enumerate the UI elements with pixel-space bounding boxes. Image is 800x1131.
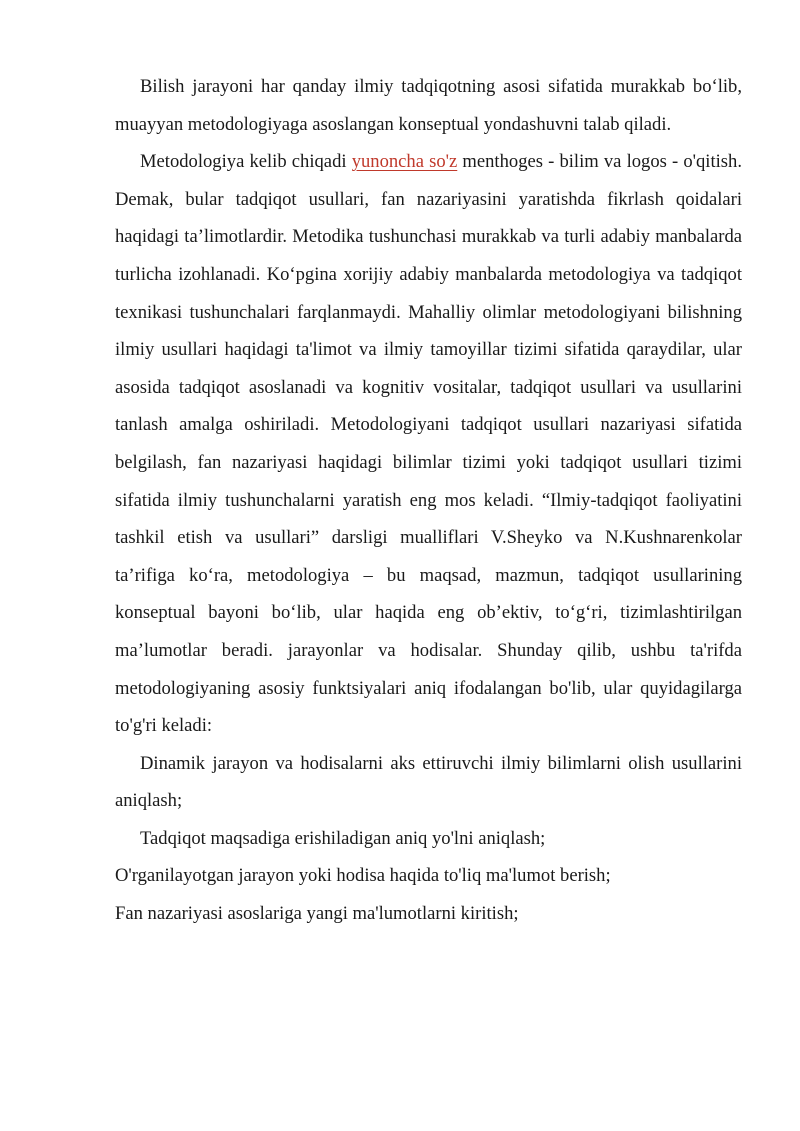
paragraph-methodology (115, 143, 742, 745)
list-item-full-information: O'rganilayotgan jarayon yoki hodisa haqida to'liq ma'lumot berish; (115, 865, 611, 887)
paragraph-intro: Bilish jarayoni har qanday ilmiy tadqiqotning asosi sifatida murakkab bo‘lib, muayyan metodologiyaga asoslangan konseptual yondashuvni talab qiladi. (115, 76, 742, 135)
greek-word-link[interactable]: yunoncha so'z (351, 151, 458, 173)
document-body (115, 68, 742, 933)
list-item-new-data: Fan nazariyasi asoslariga yangi ma'lumotlarni kiritish; (115, 903, 519, 925)
paragraph-methodology-lead: Metodologiya kelib chiqadi (140, 151, 352, 173)
list-item-dynamic-processes: Dinamik jarayon va hodisalarni aks ettiruvchi ilmiy bilimlarni olish usullarini aniqlash; (115, 752, 742, 812)
paragraph-methodology-body: menthoges - bilim va logos - o'qitish. Demak, bular tadqiqot usullari, fan nazariyasini yaratishda fikrlash qoidalari haqidagi ta’limotlardir. Metodika tushunchasi murakkab va turli adabiy manbalarda turlicha izohlanadi. Ko‘pgina xorijiy adabiy manbalarda metodologiya va tadqiqot texnikasi tushunchalari farqlanmaydi. Mahalliy olimlar metodologiyani bilishning ilmiy usullari haqidagi ta'limot va ilmiy tamoyillar tizimi sifatida qaraydilar, ular asosida tadqiqot asoslanadi va kognitiv vositalar, tadqiqot usullari va usullarini tanlash amalga oshiriladi. Metodologiyani tadqiqot usullari nazariyasi sifatida belgilash, fan nazariyasi haqidagi bilimlar tizimi yoki tadqiqot usullari tizimi sifatida ilmiy tushunchalarni yaratish eng mos keladi. “Ilmiy-tadqiqot faoliyatini tashkil etish va usullari” darsligi mualliflari V.Sheyko va N.Kushnarenkolar ta’rifiga ko‘ra, metodologiya – bu maqsad, mazmun, tadqiqot usullarining konseptual bayoni bo‘lib, ular haqida eng ob’ektiv, to‘g‘ri, tizimlashtirilgan ma’lumotlar beradi. jarayonlar va hodisalar. Shunday qilib, ushbu ta'rifda metodologiyaning asosiy funktsiyalari aniq ifodalangan bo'lib, ular quyidagilarga to'g'ri keladi: (115, 151, 742, 737)
list-item-research-goal: Tadqiqot maqsadiga erishiladigan aniq yo'lni aniqlash; (140, 827, 546, 849)
